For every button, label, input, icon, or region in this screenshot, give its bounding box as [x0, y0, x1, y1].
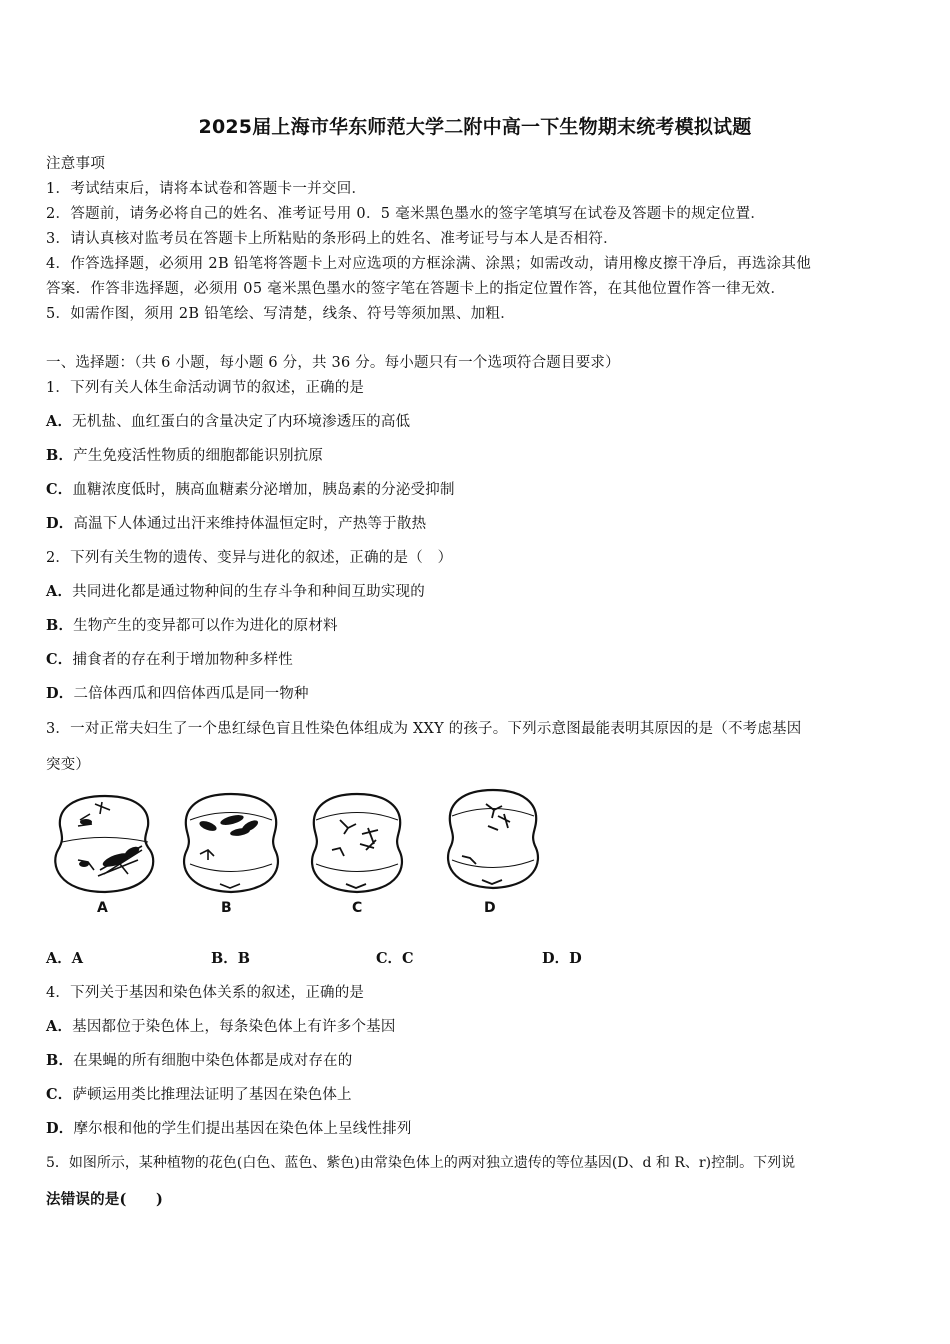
- question-2-option-b: B．生物产生的变异都可以作为进化的原材料: [46, 617, 338, 634]
- figure-label-b: B: [221, 900, 232, 916]
- figure-label-d: D: [484, 900, 496, 916]
- cell-diagram-c: [302, 790, 412, 898]
- section-heading: 一、选择题：（共 6 小题，每小题 6 分，共 36 分。每小题只有一个选项符合题目要求）: [46, 355, 620, 371]
- question-3-stem-cont: 突变）: [46, 757, 91, 773]
- question-1-option-c: C．血糖浓度低时，胰高血糖素分泌增加，胰岛素的分泌受抑制: [46, 481, 455, 498]
- question-3-option-d: D．D: [542, 950, 582, 967]
- notice-item-4-cont: 答案．作答非选择题，必须用 05 毫米黑色墨水的签字笔在答题卡上的指定位置作答，在其他位置作答一律无效．: [46, 281, 786, 297]
- question-5-stem: 5．如图所示，某种植物的花色(白色、蓝色、紫色)由常染色体上的两对独立遗传的等位基因(D、d 和 R、r)控制。下列说: [46, 1155, 796, 1171]
- figure-label-c: C: [352, 900, 363, 916]
- question-4-option-d: D．摩尔根和他的学生们提出基因在染色体上呈线性排列: [46, 1120, 412, 1137]
- question-4-stem: 4．下列关于基因和染色体关系的叙述，正确的是: [46, 985, 365, 1001]
- question-4-option-a: A．基因都位于染色体上，每条染色体上有许多个基因: [46, 1018, 396, 1035]
- question-2-stem: 2．下列有关生物的遗传、变异与进化的叙述，正确的是（ ）: [46, 550, 453, 566]
- question-2-option-a: A．共同进化都是通过物种间的生存斗争和种间互助实现的: [46, 583, 425, 600]
- notice-item-4: 4．作答选择题，必须用 2B 铅笔将答题卡上对应选项的方框涂满、涂黑；如需改动，请用橡皮擦干净后，再选涂其他: [46, 256, 812, 272]
- cell-diagram-a: [50, 790, 160, 898]
- notice-item-2: 2．答题前，请务必将自己的姓名、准考证号用 0．5 毫米黑色墨水的签字笔填写在试卷及答题卡的规定位置．: [46, 206, 766, 222]
- question-1-option-d: D．高温下人体通过出汗来维持体温恒定时，产热等于散热: [46, 515, 427, 532]
- question-1-option-b: B．产生免疫活性物质的细胞都能识别抗原: [46, 447, 324, 464]
- question-4-option-b: B．在果蝇的所有细胞中染色体都是成对存在的: [46, 1052, 353, 1069]
- figure-label-a: A: [97, 900, 108, 916]
- question-3-option-a: A．A: [46, 950, 84, 967]
- cell-diagram-b: [176, 790, 286, 898]
- question-3-option-c: C．C: [376, 950, 414, 967]
- question-4-option-c: C．萨顿运用类比推理法证明了基因在染色体上: [46, 1086, 352, 1103]
- notice-item-5: 5．如需作图，须用 2B 铅笔绘、写清楚，线条、符号等须加黑、加粗．: [46, 306, 516, 322]
- question-3-stem: 3．一对正常夫妇生了一个患红绿色盲且性染色体组成为 XXY 的孩子。下列示意图最能表明其原因的是（不考虑基因: [46, 721, 802, 737]
- question-2-option-c: C．捕食者的存在利于增加物种多样性: [46, 651, 293, 668]
- question-5-stem-cont: 法错误的是( ): [46, 1191, 164, 1208]
- question-2-option-d: D．二倍体西瓜和四倍体西瓜是同一物种: [46, 685, 309, 702]
- question-1-option-a: A．无机盐、血红蛋白的含量决定了内环境渗透压的高低: [46, 413, 411, 430]
- notice-item-1: 1．考试结束后，请将本试卷和答题卡一并交回．: [46, 181, 367, 197]
- cell-diagram-d: [438, 786, 548, 894]
- question-1-stem: 1．下列有关人体生命活动调节的叙述，正确的是: [46, 380, 365, 396]
- notice-item-3: 3．请认真核对监考员在答题卡上所粘贴的条形码上的姓名、准考证号与本人是否相符．: [46, 231, 618, 247]
- notice-heading: 注意事项: [46, 156, 106, 172]
- page-title: 2025届上海市华东师范大学二附中高一下生物期末统考模拟试题: [198, 116, 752, 138]
- question-3-option-b: B．B: [211, 950, 251, 967]
